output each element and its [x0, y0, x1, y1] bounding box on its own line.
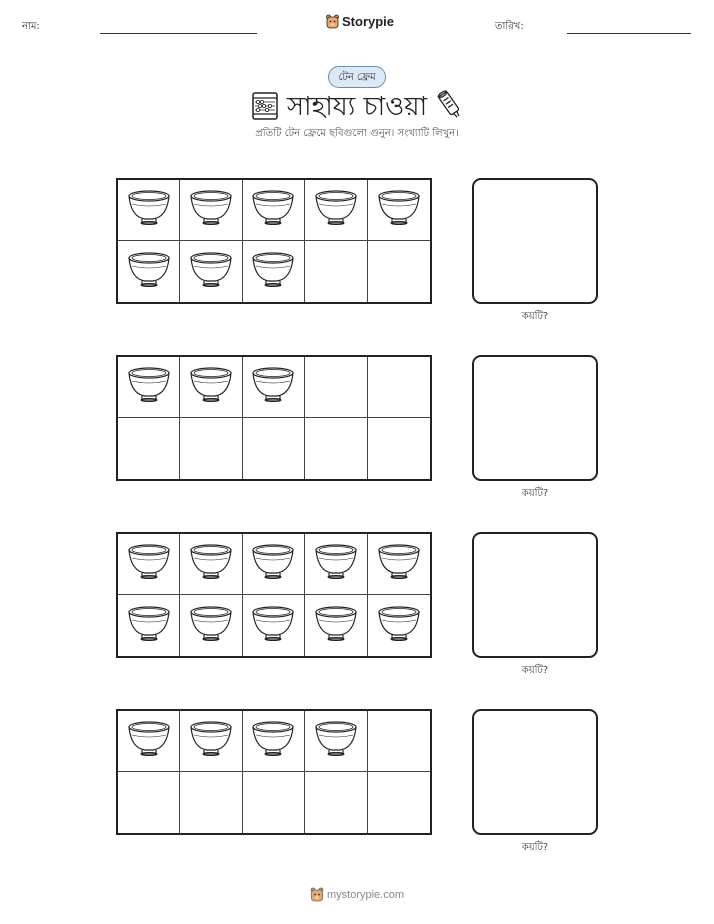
frame-cell: [180, 418, 242, 479]
answer-box-3[interactable]: [472, 532, 598, 658]
date-line: [567, 33, 691, 34]
answer-box-1[interactable]: [472, 178, 598, 304]
bowl-icon: [127, 188, 171, 232]
bowl-icon: [251, 365, 295, 409]
frame-cell: [118, 180, 180, 241]
bowl-icon: [314, 188, 358, 232]
frame-cell: [243, 357, 305, 418]
frame-cell: [305, 711, 367, 772]
bowl-icon: [127, 250, 171, 294]
topic-badge: টেন ফ্রেম: [328, 66, 386, 88]
bowl-icon: [314, 719, 358, 763]
footer-url: mystorypie.com: [327, 888, 405, 901]
frame-cell: [243, 418, 305, 479]
frame-cell: [180, 180, 242, 241]
bowl-icon: [127, 719, 171, 763]
frame-cell: [180, 357, 242, 418]
answer-label-1: কয়টি?: [521, 311, 549, 322]
ten-frame-3: [116, 532, 432, 658]
bowl-icon: [127, 604, 171, 648]
ten-frame-2: [116, 355, 432, 481]
frame-cell: [305, 534, 367, 595]
frame-cell: [243, 180, 305, 241]
frame-cell: [180, 595, 242, 656]
frame-cell: [118, 711, 180, 772]
ten-frame-4: [116, 709, 432, 835]
frame-cell: [180, 534, 242, 595]
name-line: [100, 33, 257, 34]
frame-cell: [305, 418, 367, 479]
frame-cell: [243, 711, 305, 772]
frame-cell: [243, 772, 305, 833]
frame-cell: [118, 241, 180, 302]
frame-cell: [180, 772, 242, 833]
frame-cell: [305, 241, 367, 302]
frame-cell: [305, 180, 367, 241]
bowl-icon: [189, 365, 233, 409]
scroll-icon: [436, 88, 464, 122]
bowl-icon: [189, 542, 233, 586]
bowl-icon: [251, 719, 295, 763]
brand-name: Storypie: [342, 14, 395, 29]
name-label: নাম:: [22, 21, 40, 32]
instructions: প্রতিটি টেন ফ্রেমে ছবিগুলো গুনুন। সংখ্যাটি লিখুন।: [255, 128, 459, 139]
bear-logo-icon: [326, 14, 339, 29]
frame-cell: [118, 772, 180, 833]
bowl-icon: [251, 188, 295, 232]
frame-cell: [305, 357, 367, 418]
bowl-icon: [377, 188, 421, 232]
frame-cell: [368, 180, 430, 241]
frame-cell: [118, 595, 180, 656]
bowl-icon: [127, 365, 171, 409]
footer: [310, 887, 404, 902]
bowl-icon: [189, 604, 233, 648]
date-label: তারিখ:: [495, 21, 524, 32]
frame-cell: [368, 357, 430, 418]
bowl-icon: [377, 604, 421, 648]
bowl-icon: [189, 188, 233, 232]
frame-cell: [180, 241, 242, 302]
ten-frame-1: [116, 178, 432, 304]
frame-cell: [368, 595, 430, 656]
bowl-icon: [127, 542, 171, 586]
frame-cell: [118, 534, 180, 595]
bowl-icon: [251, 250, 295, 294]
bowl-icon: [251, 542, 295, 586]
brand-logo: [326, 14, 394, 29]
bowl-icon: [189, 719, 233, 763]
frame-cell: [305, 595, 367, 656]
frame-cell: [243, 241, 305, 302]
frame-cell: [368, 241, 430, 302]
frame-cell: [368, 418, 430, 479]
bowl-icon: [377, 542, 421, 586]
frame-cell: [118, 357, 180, 418]
answer-label-3: কয়টি?: [521, 665, 549, 676]
frame-cell: [118, 418, 180, 479]
frame-cell: [305, 772, 367, 833]
frame-cell: [368, 711, 430, 772]
answer-box-4[interactable]: [472, 709, 598, 835]
frame-cell: [243, 534, 305, 595]
page-title: সাহায্য চাওয়া: [286, 92, 428, 122]
frame-cell: [243, 595, 305, 656]
bowl-icon: [251, 604, 295, 648]
frame-cell: [368, 534, 430, 595]
frame-cell: [368, 772, 430, 833]
answer-label-2: কয়টি?: [521, 488, 549, 499]
answer-label-4: কয়টি?: [521, 842, 549, 853]
bowl-icon: [314, 542, 358, 586]
frame-cell: [180, 711, 242, 772]
bear-logo-icon: [310, 887, 324, 902]
bowl-icon: [189, 250, 233, 294]
bowl-icon: [314, 604, 358, 648]
answer-box-2[interactable]: [472, 355, 598, 481]
